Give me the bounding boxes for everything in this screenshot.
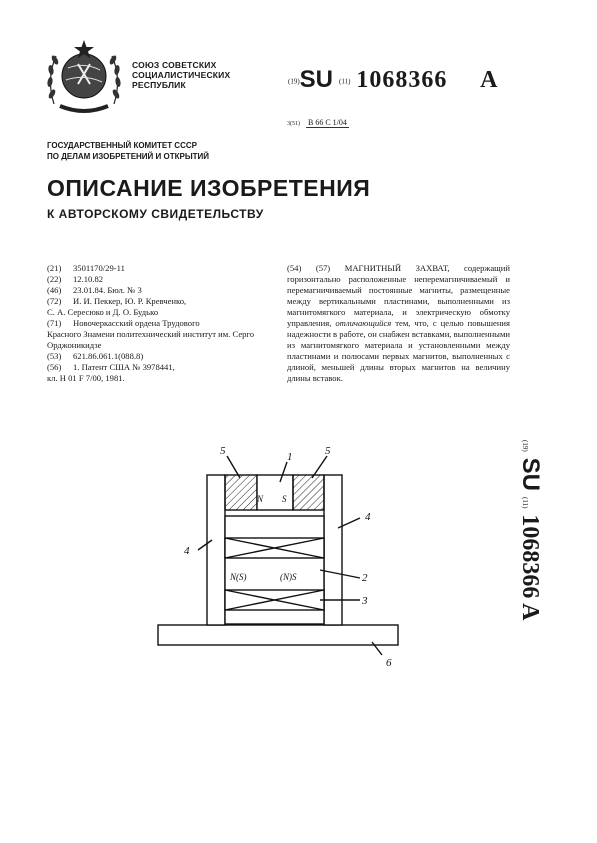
country-name xyxy=(132,60,230,90)
document-subtitle: К АВТОРСКОМУ СВИДЕТЕЛЬСТВУ xyxy=(47,207,264,221)
cited-references: 1. Патент США № 3978441, xyxy=(73,362,175,372)
patent-number: 1068366 xyxy=(517,514,543,599)
biblio-row xyxy=(47,263,275,274)
label-4-right: 4 xyxy=(365,511,371,523)
document-kind: A xyxy=(517,603,543,621)
insert-right xyxy=(293,475,324,510)
inid-code: (22) xyxy=(47,274,62,284)
biblio-row xyxy=(47,285,275,296)
inid-code: (56) xyxy=(47,362,62,372)
technical-drawing xyxy=(150,440,410,670)
inid-code: (54) (57) xyxy=(287,263,331,273)
insert-left xyxy=(225,475,257,510)
inid-code: (71) xyxy=(47,318,62,328)
cited-references-continued: кл. Н 01 F 7/00, 1981. xyxy=(47,373,125,383)
inventors: И. И. Пеккер, Ю. Р. Кревченко, xyxy=(73,296,187,306)
inid-code: (21) xyxy=(47,263,62,273)
abstract-text-continued: тем, что, с целью повышения надежности в работе, он снабжен вставками, выполненными из магнитомягкого материала и установленными между пластинами и полюсами первых магнитов, выполненных с длиной, меньшей длины вторых магнитов на величину длины вставок. xyxy=(287,318,510,383)
country-code: SU xyxy=(299,66,334,93)
country-line: СОЦИАЛИСТИЧЕСКИХ xyxy=(132,70,231,80)
ipc-value: В 66 С 1/04 xyxy=(308,118,347,127)
label-4-left: 4 xyxy=(184,545,190,557)
bibliographic-data xyxy=(47,263,275,384)
ipc-classification xyxy=(287,118,349,127)
committee-name xyxy=(47,140,209,162)
committee-line: ГОСУДАРСТВЕННЫЙ КОМИТЕТ СССР xyxy=(47,141,197,150)
abstract-emphasis: отличающийся xyxy=(335,318,392,328)
ussr-emblem-icon xyxy=(42,34,126,118)
pole-ns-right: (N)S xyxy=(280,572,297,582)
label-5-right: 5 xyxy=(325,445,331,457)
committee-line: ПО ДЕЛАМ ИЗОБРЕТЕНИЙ И ОТКРЫТИЙ xyxy=(47,152,210,161)
inid-code-11: (11) xyxy=(339,77,351,86)
inid-code-19: (19) xyxy=(288,77,300,86)
inid-code: (72) xyxy=(47,296,62,306)
inid-code: (46) xyxy=(47,285,62,295)
inid-code-51: 3(51) xyxy=(287,121,300,127)
biblio-row xyxy=(47,351,275,362)
publication-number xyxy=(288,66,497,94)
patent-number: 1068366 xyxy=(356,67,448,93)
abstract xyxy=(287,263,510,384)
applicant: Новочеркасский ордена Трудового xyxy=(73,318,200,328)
biblio-row xyxy=(47,274,275,285)
left-plate xyxy=(207,475,225,625)
document-kind: A xyxy=(480,67,498,93)
abstract-text: содержащий горизонтально расположенные неперемагничиваемый и перемагничиваемый постоянные магниты, размещенные между вертикальными пластинами, выполненными из магнитомягкого материала, и электрическую обмотку управления, xyxy=(287,263,510,328)
pole-ns-left: N(S) xyxy=(230,572,247,582)
label-1: 1 xyxy=(287,451,293,463)
label-5-left: 5 xyxy=(220,445,226,457)
inventors-continued: С. А. Сересюко и Д. О. Будько xyxy=(47,307,159,317)
pole-s-top: S xyxy=(282,494,287,504)
filing-date: 12.10.82 xyxy=(73,274,104,284)
biblio-row xyxy=(47,318,275,329)
applicant-continued: Красного Знамени политехнический институт им. Серго Орджоникидзе xyxy=(47,329,255,350)
label-2: 2 xyxy=(362,572,368,584)
pole-n-top: N xyxy=(257,494,264,504)
label-3: 3 xyxy=(362,595,368,607)
country-line: РЕСПУБЛИК xyxy=(132,80,186,90)
document-title: ОПИСАНИЕ ИЗОБРЕТЕНИЯ xyxy=(47,175,371,201)
vertical-publication-number xyxy=(510,440,550,680)
vertical-number-text xyxy=(510,440,550,680)
magnet-1 xyxy=(257,475,293,510)
udc-code: 621.86.061.1(088.8) xyxy=(73,351,144,361)
invention-title: МАГНИТНЫЙ ЗАХВАТ, xyxy=(344,263,450,273)
biblio-row xyxy=(47,362,275,373)
publication-date: 23.01.84. Бюл. № 3 xyxy=(73,285,142,295)
country-line: СОЮЗ СОВЕТСКИХ xyxy=(132,60,217,70)
inid-code: (53) xyxy=(47,351,62,361)
inid-code-11: (11) xyxy=(521,497,529,509)
biblio-row xyxy=(47,296,275,307)
base-plate xyxy=(158,625,398,645)
application-number: 3501170/29-11 xyxy=(73,263,125,273)
label-6: 6 xyxy=(386,657,392,669)
right-plate xyxy=(324,475,342,625)
country-code: SU xyxy=(517,457,544,492)
inid-code-19: (19) xyxy=(521,440,529,452)
